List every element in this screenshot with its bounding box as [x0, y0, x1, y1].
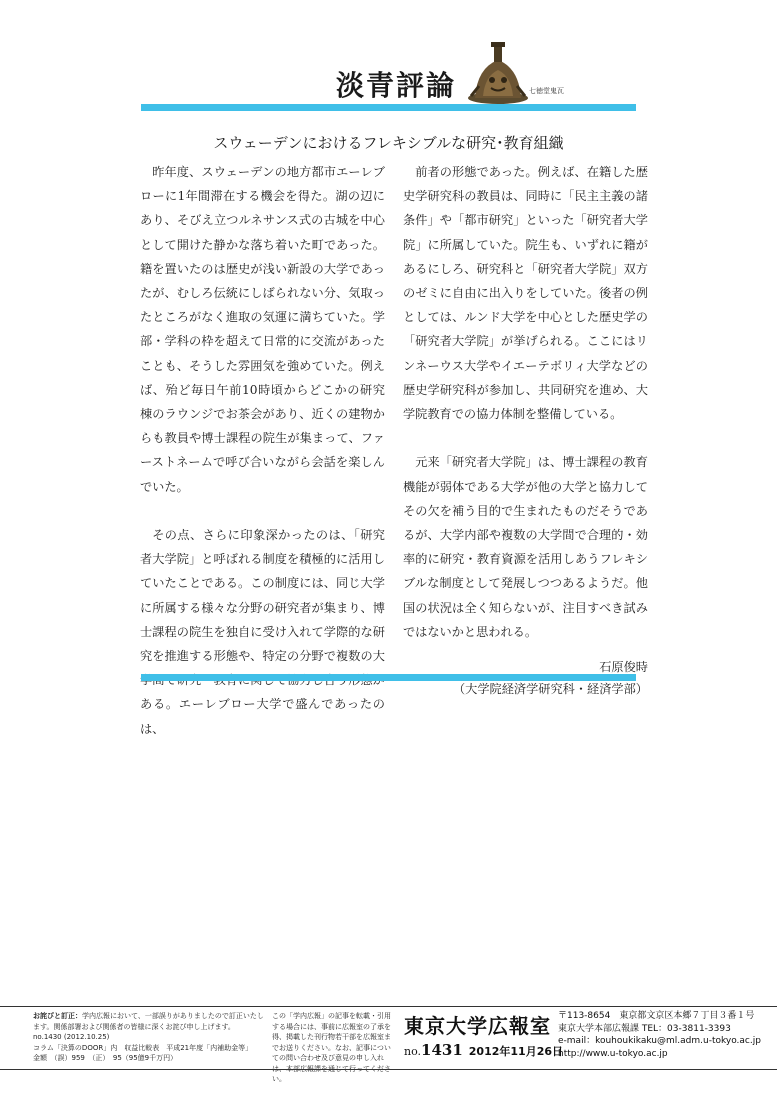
correction-issue: no.1430 (2012.10.25): [33, 1033, 110, 1041]
left-column: [140, 160, 385, 741]
issue-prefix: no.: [404, 1045, 422, 1058]
right-column: [403, 160, 648, 700]
contact-info: [558, 1010, 761, 1060]
contact-phone: 東京大学本部広報課 TEL：03-3811-3393: [558, 1023, 731, 1034]
issue-info: [404, 1041, 563, 1059]
footer-top-divider: [0, 1006, 777, 1007]
author-affiliation: （大学院経済学研究科・経済学部）: [453, 682, 648, 697]
correction-notice: [33, 1011, 268, 1064]
paragraph: その点、さらに印象深かったのは、「研究者大学院」と呼ばれる制度を積極的に活用していたことである。この制度には、同じ大学に所属する様々な分野の研究者が集まり、博士課程の院生を独自に受け入れて学際的な研究を推進する形態や、特定の分野で複数の大 ある。エーレブロー大学で盛んであったのは、: [140, 528, 385, 736]
correction-detail: 金額 （誤）959 （正） 95（95億9千万円）: [33, 1054, 178, 1062]
top-accent-rule: [141, 104, 636, 111]
onigawara-roof-tile-icon: [467, 38, 529, 104]
footer-bottom-divider: [0, 1069, 777, 1070]
correction-text: 学内広報において、一部誤りがありましたので訂正いたします。関係部署および関係者の皆様に深くお詫び申し上げます。: [33, 1012, 264, 1031]
paragraph: 元来「研究者大学院」は、博士課程の教育機能が弱体である大学が他の大学と協力してその欠を補う目的で生まれたものだそうであるが、大学内部や複数の大学間で合理的・効率的に研究・教育資源を活用しあうフレキシブルな制度として発展しつつあるようだ。他国の状況は全く知らないが、注目すべき試みではないかと思われる。: [403, 455, 648, 639]
correction-detail: コラム「決算のDOOR」内 収益比較表 平成21年度「内補助金等」: [33, 1043, 253, 1052]
paragraph: 前者の形態であった。例えば、在籍した歴史学研究科の教員は、同時に「民主主義の諸条件」や「都市研究」といった「研究者大学院」に所属していた。院生も、いずれに籍があるにしろ、研究科と「研究者大学院」双方のゼミに自由に出入りをしていた。後者の例としては、ルンド大学を中心とした歴史学の「研究者大学院」が挙げられる。ここにはリンネーウス大学やイエーテボリィ大学などの歴史学研究科が参加し、共同研究を進め、大学院教育での協力体制を整備している。: [403, 165, 648, 422]
article-title: スウェーデンにおけるフレキシブルな研究･教育組織: [213, 134, 564, 152]
publisher-brand: 東京大学広報室: [404, 1014, 551, 1038]
column-title: 淡青評論: [336, 69, 457, 102]
author-name: 石原俊時: [599, 660, 648, 675]
bottom-accent-rule: [141, 674, 636, 681]
contact-website[interactable]: http://www.u-tokyo.ac.jp: [558, 1048, 668, 1059]
issue-number: 1431: [421, 1041, 463, 1059]
contact-email[interactable]: e-mail：kouhoukikaku@ml.adm.u-tokyo.ac.jp: [558, 1036, 761, 1046]
issue-date: 2012年11月26日: [468, 1045, 563, 1058]
reprint-note: この「学内広報」の記事を転載・引用する場合には、事前に広報室の了承を得、掲載した刊行物若干部を広報室までお送りください。なお、記事についての問い合わせ及び意見の申し入れ い。: [272, 1012, 391, 1083]
contact-address: 〒113-8654 東京都文京区本郷７丁目３番１号: [558, 1011, 755, 1021]
paragraph: 昨年度、スウェーデンの地方都市エーレブローに1年間滞在する機会を得た。湖の辺にあり、そびえ立つルネサンス式の古城を中心として開けた静かな落ち着いた町であった。籍を置いたのは歴史が浅い新設の大学であったが、むしろ伝統にしばられない分、気取ったところがなく進取の気運に満ちていた。学部・学科の枠を超えて日常的に交流があったことも、そうした雰囲気を強めていた。例えば、殆ど毎日午前10時頃からどこかの研究棟のラウンジでお茶会があり、近くの建物からも教員や博士課程の院生が集まって、ファーストネームで呼び合いながら会話を楽しんでいた。: [140, 165, 385, 494]
ornament-caption: 七徳堂鬼瓦: [529, 87, 564, 95]
correction-heading: お詫びと訂正：: [33, 1012, 82, 1020]
